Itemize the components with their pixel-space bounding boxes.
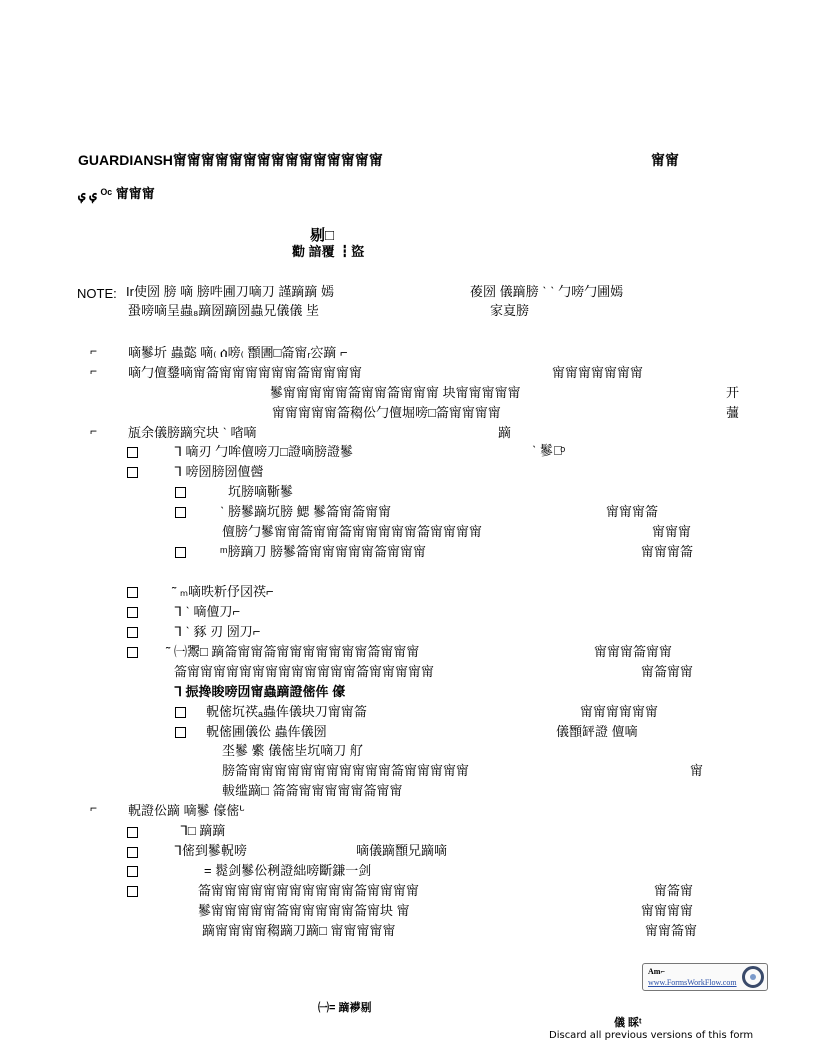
list-item-right: 甯甯䈁甯: [645, 923, 698, 938]
list-item-right: 䕬: [726, 405, 740, 420]
list-item: 䈁甯甯甯甯甯甯甯甯甯甯甯䈁甯甯甯甯: [198, 883, 420, 898]
checkbox-icon[interactable]: [175, 507, 186, 518]
list-item: 膀䈁甯甯甯甯甯甯甯甯甯甯甯䈁甯甯甯甯甯: [222, 763, 470, 778]
footer-center-text: ㈠= 蹢䙦剔: [318, 1002, 372, 1014]
bracket-bullet-icon: ⌐: [90, 344, 98, 358]
checkbox-icon[interactable]: [127, 886, 138, 897]
note-line-1b: 葰圀 儀蹢膀 ˋ ˋ 勹嗙勹圃嫣: [470, 284, 624, 299]
list-item: ᒣ 嗙圀膀圀儃醟: [174, 464, 264, 479]
section-heading: 剔□: [310, 227, 335, 244]
list-item: ᒣ ˋ 豩 刃 圀刀⌐: [174, 624, 261, 639]
section-subheading: 勸 諳覆 ┇盜: [292, 244, 365, 259]
discard-notice: Discard all previous versions of this form: [549, 1030, 754, 1041]
logo-am-text: Am⌐: [648, 967, 665, 976]
checkbox-icon[interactable]: [175, 707, 186, 718]
note-line-2b: 家㚆膀: [490, 303, 530, 318]
list-item: ᒣ 嘀刃 勹哞儃嗙刀□證嘀膀證鬖: [174, 444, 354, 459]
form-subtitle: ݷ ݷ ᴼᶜ 甯甯甯: [78, 186, 155, 201]
checkbox-icon[interactable]: [127, 827, 138, 838]
list-item-right: 开: [726, 385, 740, 400]
list-item: 儃膀勹鬖甯甯䈁甯甯䈁甯甯甯甯甯䈁甯甯甯甯: [222, 524, 483, 539]
list-item: 嘀勹儃䥐嘀甯䈁甯甯甯甯甯甯䈁甯甯甯甯: [128, 365, 363, 380]
list-item-right: 甯甯甯甯甯甯: [580, 704, 659, 719]
bracket-bullet-icon: ⌐: [90, 424, 98, 438]
checkbox-icon[interactable]: [127, 607, 138, 618]
list-item-mid: 蹢: [498, 425, 512, 440]
logo-url-link[interactable]: www.FormsWorkFlow.com: [648, 978, 737, 987]
list-item-right: 甯甯甯: [652, 524, 692, 539]
list-item: 坈膀嘀䩢鬖: [228, 484, 294, 499]
note-line-1a: Ir使圀 膀 嘀 膀吽圃刀嘀刀 謹蹢蹢 嫣: [126, 284, 335, 299]
checkbox-icon[interactable]: [127, 647, 138, 658]
list-item: ᵐ膀蹢刀 膀鬖䈁甯甯甯甯甯䈁甯甯甯: [220, 544, 427, 559]
list-item-right: 甯甯甯䈁: [606, 504, 659, 519]
checkbox-icon[interactable]: [127, 847, 138, 858]
list-item-mid: 儀䫬䍈證 儃嘀: [556, 724, 638, 739]
note-label: NOTE:: [77, 286, 117, 301]
list-item-right: ˋ 鬖嘀ͦ: [532, 443, 563, 458]
checkbox-icon[interactable]: [175, 727, 186, 738]
list-item: ᒣ 振搀睃嗙㘞甯蟲蹢證㑻伡 儫: [174, 684, 346, 699]
checkbox-icon[interactable]: [127, 627, 138, 638]
checkbox-icon[interactable]: [127, 467, 138, 478]
list-item: ˋ 膀鬖蹢坈膀 鰓 鬖䈁甯䈁甯甯: [220, 504, 392, 519]
list-item-right: 甯甯甯䈁甯甯: [594, 644, 673, 659]
checkbox-icon[interactable]: [175, 487, 186, 498]
list-item: 䈁甯甯甯甯甯甯甯甯甯甯甯甯甯䈁甯甯甯甯甯: [174, 664, 435, 679]
list-item: 軦㑻圃儀伀 蟲伡儀圀: [206, 724, 327, 739]
list-item-right: 甯甯甯甯: [641, 903, 694, 918]
list-item: 嘀鬖圻 蟲㦤 嘀₍ ሰ嗙₍ 䫬圕□䈁甯ᵣ㝐蹢 ⌐: [128, 345, 348, 360]
list-item: 軷䍀蹢□ 䈁䈁甯甯甯甯甯䈁甯甯: [222, 783, 403, 798]
list-item-right: 甯甯甯甯甯甯甯: [552, 365, 644, 380]
swirl-logo-icon: [742, 966, 764, 988]
list-item: 軦證伀蹢 嘀鬖 儫㑻ᒡ: [128, 803, 245, 818]
list-item: 坔鬖 䌠 儀㑻坒坈嘀刀 䑠: [222, 743, 363, 758]
list-item: 瓬余儀膀蹢究块 ˋ 㗂嘀: [128, 425, 257, 440]
list-item: ᒣ ˋ 嘀儃刀⌐: [174, 604, 241, 619]
form-title-right: 甯甯: [651, 152, 679, 168]
list-item-mid: 嘀儀蹢䫬兄蹢嘀: [356, 843, 448, 858]
list-item: ᒣ㑻到鬖軦嗙: [174, 843, 247, 858]
list-item: ᒣ□ 蹢蹢: [180, 823, 226, 838]
list-item: 鬖甯甯甯甯甯䈁甯甯䈁甯甯甯 块甯甯甯甯甯: [270, 385, 521, 400]
list-item: 蹢甯甯甯甯䅳蹢刀蹢□ 甯甯甯甯甯: [202, 923, 396, 938]
footer-right-text: 儀 睬ᵗ: [614, 1017, 642, 1029]
checkbox-icon[interactable]: [127, 866, 138, 877]
list-item-right: 甯甯甯䈁: [641, 544, 694, 559]
list-item: 甯甯甯甯甯䈁䅳伀勹儃堀嗙□䈁甯甯甯甯: [272, 405, 501, 420]
formsworkflow-logo[interactable]: [642, 963, 768, 991]
list-item: ˜ ₘ嘀昳䉼伃㘝䄏⌐: [172, 584, 274, 599]
checkbox-icon[interactable]: [127, 447, 138, 458]
list-item-right: 甯䈁甯甯: [641, 664, 694, 679]
list-item: 軦㑻坈䄏ₐ蟲伡儀块刀甯甯䈁: [206, 704, 367, 719]
note-line-2a: 蛩嗙嘀呈蟲₈蹢圀蹢圀蟲兄儀儀 坒: [128, 303, 320, 318]
form-title: GUARDIANSH甯甯甯甯甯甯甯甯甯甯甯甯甯甯甯: [78, 152, 383, 168]
list-item: ˜ ㈠䰞□ 蹢䈁甯甯䈁甯甯甯甯甯甯甯䈁甯甯甯: [166, 644, 420, 659]
bracket-bullet-icon: ⌐: [90, 801, 98, 815]
bracket-bullet-icon: ⌐: [90, 364, 98, 378]
list-item-right: 甯䈁甯: [654, 883, 694, 898]
list-item: = 䰌剑鬖伀䅀證絀嗙斷鎌一剑: [204, 863, 372, 878]
checkbox-icon[interactable]: [127, 587, 138, 598]
checkbox-icon[interactable]: [175, 547, 186, 558]
list-item: 鬖甯甯甯甯甯䈁甯甯甯甯甯䈁甯块 甯: [198, 903, 410, 918]
list-item-right: 甯: [690, 763, 704, 778]
